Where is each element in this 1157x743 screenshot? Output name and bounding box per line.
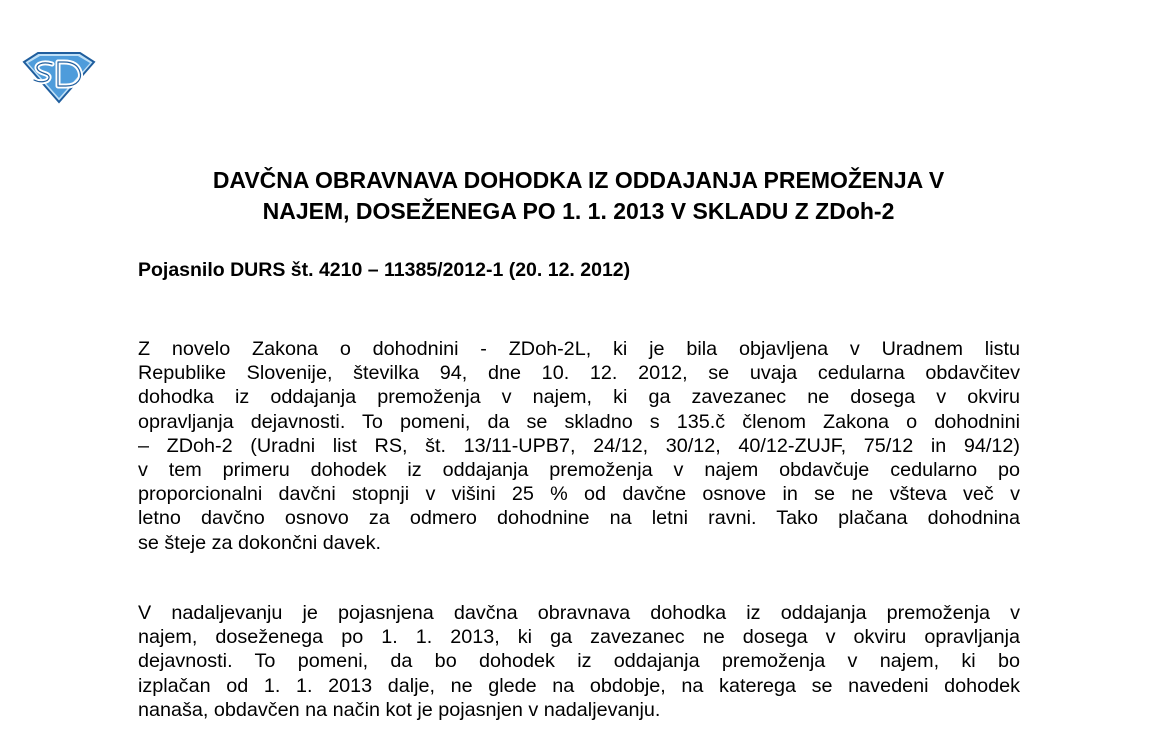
paragraph-line: proporcionalni davčni stopnji v višini 25 % od davčne osnove in se ne všteva več v	[138, 483, 1020, 506]
document-title-line: NAJEM, DOSEŽENEGA PO 1. 1. 2013 V SKLADU Z ZDoh-2	[262, 198, 895, 224]
document-title-line: DAVČNA OBRAVNAVA DOHODKA IZ ODDAJANJA PREMOŽENJA V	[212, 167, 945, 193]
paragraph-line: dejavnosti. To pomeni, da bo dohodek iz oddajanja premoženja v najem, ki bo	[138, 650, 1020, 673]
paragraph-line: V nadaljevanju je pojasnjena davčna obravnava dohodka iz oddajanja premoženja v	[138, 602, 1020, 624]
paragraph-1	[138, 337, 1020, 555]
document-subtitle: Pojasnilo DURS št. 4210 – 11385/2012-1 (20. 12. 2012)	[138, 259, 631, 281]
paragraph-line: v tem primeru dohodek iz oddajanja premoženja v najem obdavčuje cedularno po	[138, 459, 1020, 482]
paragraph-line: izplačan od 1. 1. 2013 dalje, ne glede na obdobje, na katerega se navedeni dohodek	[138, 674, 1020, 697]
paragraph-line: najem, doseženega po 1. 1. 2013, ki ga zavezanec ne dosega v okviru opravljanja	[138, 626, 1020, 649]
paragraph-line: nanaša, obdavčen na način kot je pojasnjen v nadaljevanju.	[138, 698, 661, 721]
paragraph-line: Republike Slovenije, številka 94, dne 10. 12. 2012, se uvaja cedularna obdavčitev	[138, 362, 1020, 385]
paragraph-2	[138, 601, 1020, 722]
paragraph-line: – ZDoh-2 (Uradni list RS, št. 13/11-UPB7, 24/12, 30/12, 40/12-ZUJF, 75/12 in 94/12)	[138, 434, 1020, 457]
paragraph-line: Z novelo Zakona o dohodnini - ZDoh-2L, ki je bila objavljena v Uradnem listu	[138, 338, 1020, 360]
paragraph-line: dohodka iz oddajanja premoženja v najem, ki ga zavezanec ne dosega v okviru	[138, 386, 1020, 409]
paragraph-line: se šteje za dokončni davek.	[138, 531, 382, 554]
document-title	[110, 165, 1047, 227]
sd-logo-icon	[22, 50, 96, 104]
paragraph-line: letno davčno osnovo za odmero dohodnine na letni ravni. Tako plačana dohodnina	[138, 507, 1020, 530]
paragraph-line: opravljanja dejavnosti. To pomeni, da se skladno s 135.č členom Zakona o dohodnini	[138, 410, 1020, 433]
